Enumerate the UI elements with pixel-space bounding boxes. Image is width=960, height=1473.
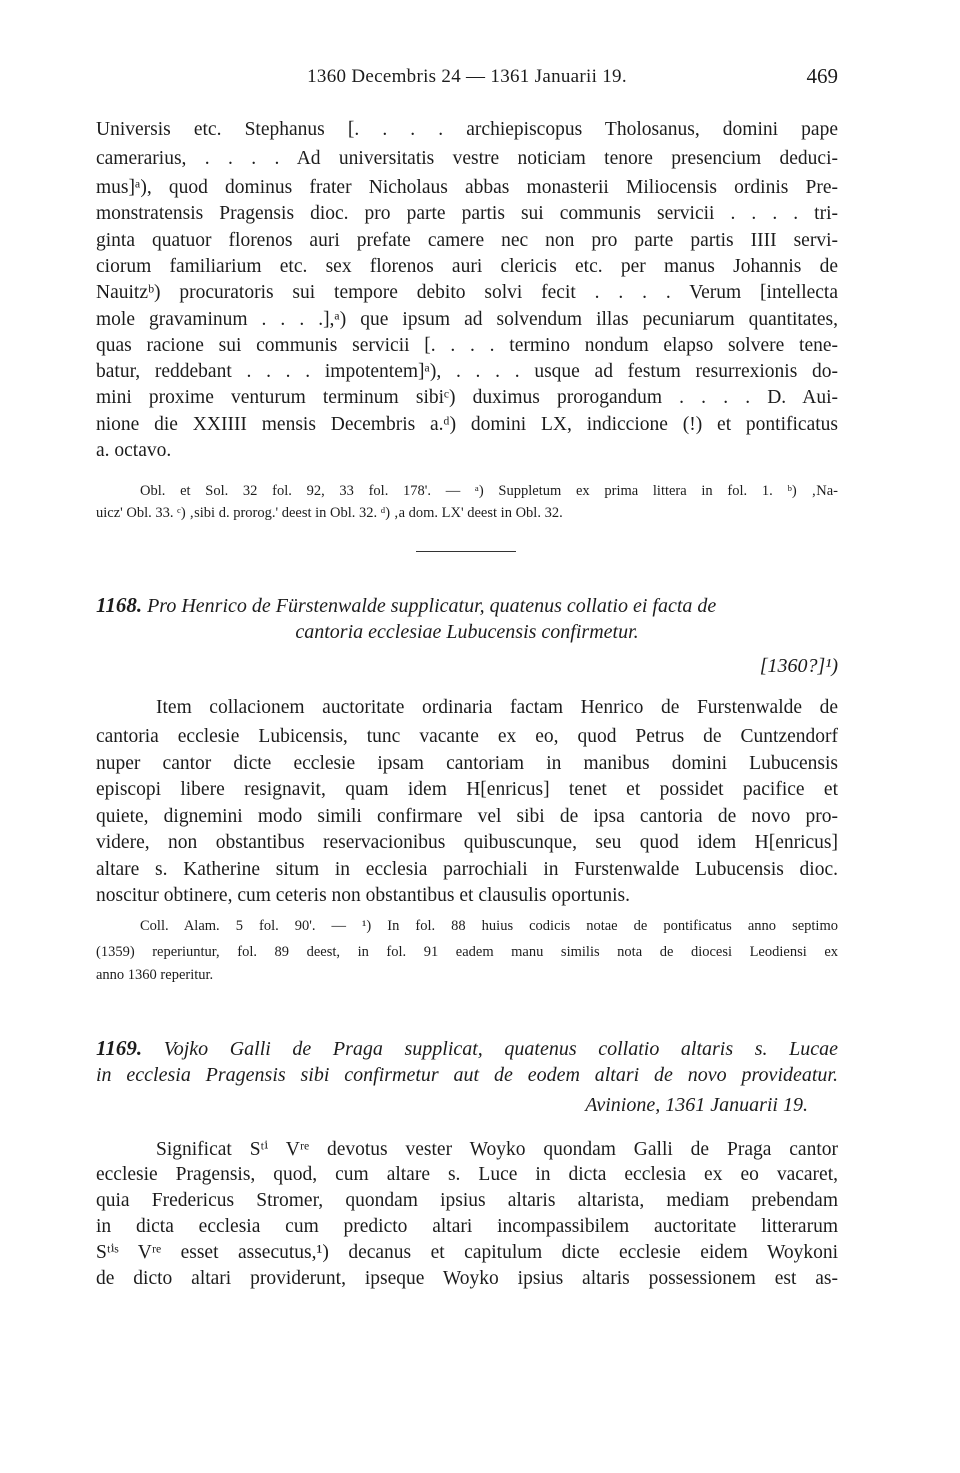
entry-1169-line-5: Sᵗⁱˢ Vʳᵉ esset assecutus,¹) decanus et capitulum dicte ecclesie eidem Woykoni [96,1242,838,1263]
entry-1167-line-2: camerarius, . . . . Ad universitatis vestre noticiam tenore presencium deduci- [96,148,838,169]
entry-1169-line-6: de dicto altari providerunt, ipseque Woyko ipsius altaris possessionem est as- [96,1268,838,1289]
entry-1167-line-8: mole gravaminum . . . .],ᵃ) que ipsum ad solvendum illas pecuniarum quantitates, [96,309,838,330]
entry-1168-number: 1168. [96,593,143,617]
entry-1169-heading [96,1035,838,1063]
entry-1168-line-4: episcopi libere resignavit, quam idem H[enricus] tenet et possidet pacifice et [96,779,838,800]
entry-1168-date: [1360?]¹) [759,655,838,677]
entry-1167-line-13: a. octavo. [96,440,172,461]
entry-1169-line-4: in dicta ecclesia cum predicto altari incompassibilem auctoritate litterarum [96,1216,838,1237]
entry-1168-heading-line2: cantoria ecclesiae Lubucensis confirmetur. [295,621,639,643]
entry-1168-note-3: anno 1360 reperitur. [96,967,214,983]
entry-1168-line-5: quiete, dignemini modo simili confirmare vel sibi de ipsa cantoria de novo pro- [96,806,838,827]
entry-1168-heading-line1: Pro Henrico de Fürstenwalde supplicatur, quatenus collatio ei facta de [147,595,717,617]
entry-1169-heading-line1: Vojko Galli de Praga supplicat, quatenus collatio altaris s. Lucae [163,1038,838,1060]
entry-1168-note-1: Coll. Alam. 5 fol. 90'. — ¹) In fol. 88 huius codicis notae de pontificatus anno septimo [140,918,838,934]
entry-1167-line-9: quas racione sui communis servicii [. . . . termino nondum elapso solvere tene- [96,335,838,356]
header-date-range: 1360 Decembris 24 — 1361 Januarii 19. [307,66,627,87]
entry-1169-date: Avinione, 1361 Januarii 19. [585,1094,808,1116]
entry-1169-heading-line2: in ecclesia Pragensis sibi confirmetur aut de eodem altari de novo provideatur. [96,1064,838,1086]
page-number: 469 [806,64,838,88]
entry-1169-line-2: ecclesie Pragensis, quod, cum altare s. Luce in dicta ecclesia ex eo vacaret, [96,1164,838,1185]
entry-1167-note-2: uicz' Obl. 33. ᶜ) ‚sibi d. prorog.' deest in Obl. 32. ᵈ) ‚a dom. LX' deest in Obl. 32. [96,505,563,521]
entry-1167-line-5: ginta quatuor florenos auri prefate camere nec non pro parte partis IIII servi- [96,230,838,251]
entry-1168-line-8: noscitur obtinere, cum ceteris non obstantibus et clausulis oportunis. [96,885,630,906]
entry-1169-number: 1169. [96,1036,143,1060]
entry-1169-line-1: Significat Sᵗⁱ Vʳᵉ devotus vester Woyko quondam Galli de Praga cantor [156,1139,838,1160]
entry-1168-line-6: videre, non obstantibus reservacionibus quibuscunque, seu quod idem H[enricus] [96,832,838,853]
section-divider [416,551,516,552]
entry-1167-line-12: nione die XXIIII mensis Decembris a.ᵈ) domini LX, indiccione (!) et pontificatus [96,414,838,435]
entry-1167-line-6: ciorum familiarium etc. sex florenos auri clericis etc. per manus Johannis de [96,256,838,277]
entry-1168-line-1: Item collacionem auctoritate ordinaria factam Henrico de Furstenwalde de [156,697,838,718]
entry-1168-line-3: nuper cantor dicte ecclesie ipsam cantoriam in manibus domini Lubucensis [96,753,838,774]
running-header [96,66,838,96]
entry-1167-line-4: monstratensis Pragensis dioc. pro parte partis sui communis servicii . . . . tri- [96,203,838,224]
entry-1168-heading [96,592,838,620]
entry-1167-line-10: batur, reddebant . . . . impotentem]ᵃ), . . . . usque ad festum resurrexionis do- [96,361,838,382]
entry-1167-line-11: mini proxime venturum terminum sibiᶜ) duximus prorogandum . . . . D. Aui- [96,387,838,408]
entry-1167-line-7: Nauitzᵇ) procuratoris sui tempore debito solvi fecit . . . . Verum [intellecta [96,282,838,303]
entry-1168-line-7: altare s. Katherine situm in ecclesia parrochiali in Furstenwalde Lubucensis dioc. [96,859,838,880]
entry-1167-line-1: Universis etc. Stephanus [. . . . archiepiscopus Tholosanus, domini pape [96,119,838,140]
entry-1167-line-3: mus]ᵃ), quod dominus frater Nicholaus abbas monasterii Miliocensis ordinis Pre- [96,177,838,198]
entry-1169-line-3: quia Fredericus Stromer, quondam ipsius altaris altarista, mediam prebendam [96,1190,838,1211]
entry-1167-note-1: Obl. et Sol. 32 fol. 92, 33 fol. 178'. — ᵃ) Suppletum ex prima littera in fol. 1. ᵇ) ‚Na- [140,483,838,499]
entry-1168-line-2: cantoria ecclesie Lubicensis, tunc vacante ex eo, quod Petrus de Cuntzendorf [96,726,838,747]
entry-1168-note-2: (1359) reperiuntur, fol. 89 deest, in fol. 91 eadem manu similis nota de diocesi Leodiensi ex [96,944,838,960]
